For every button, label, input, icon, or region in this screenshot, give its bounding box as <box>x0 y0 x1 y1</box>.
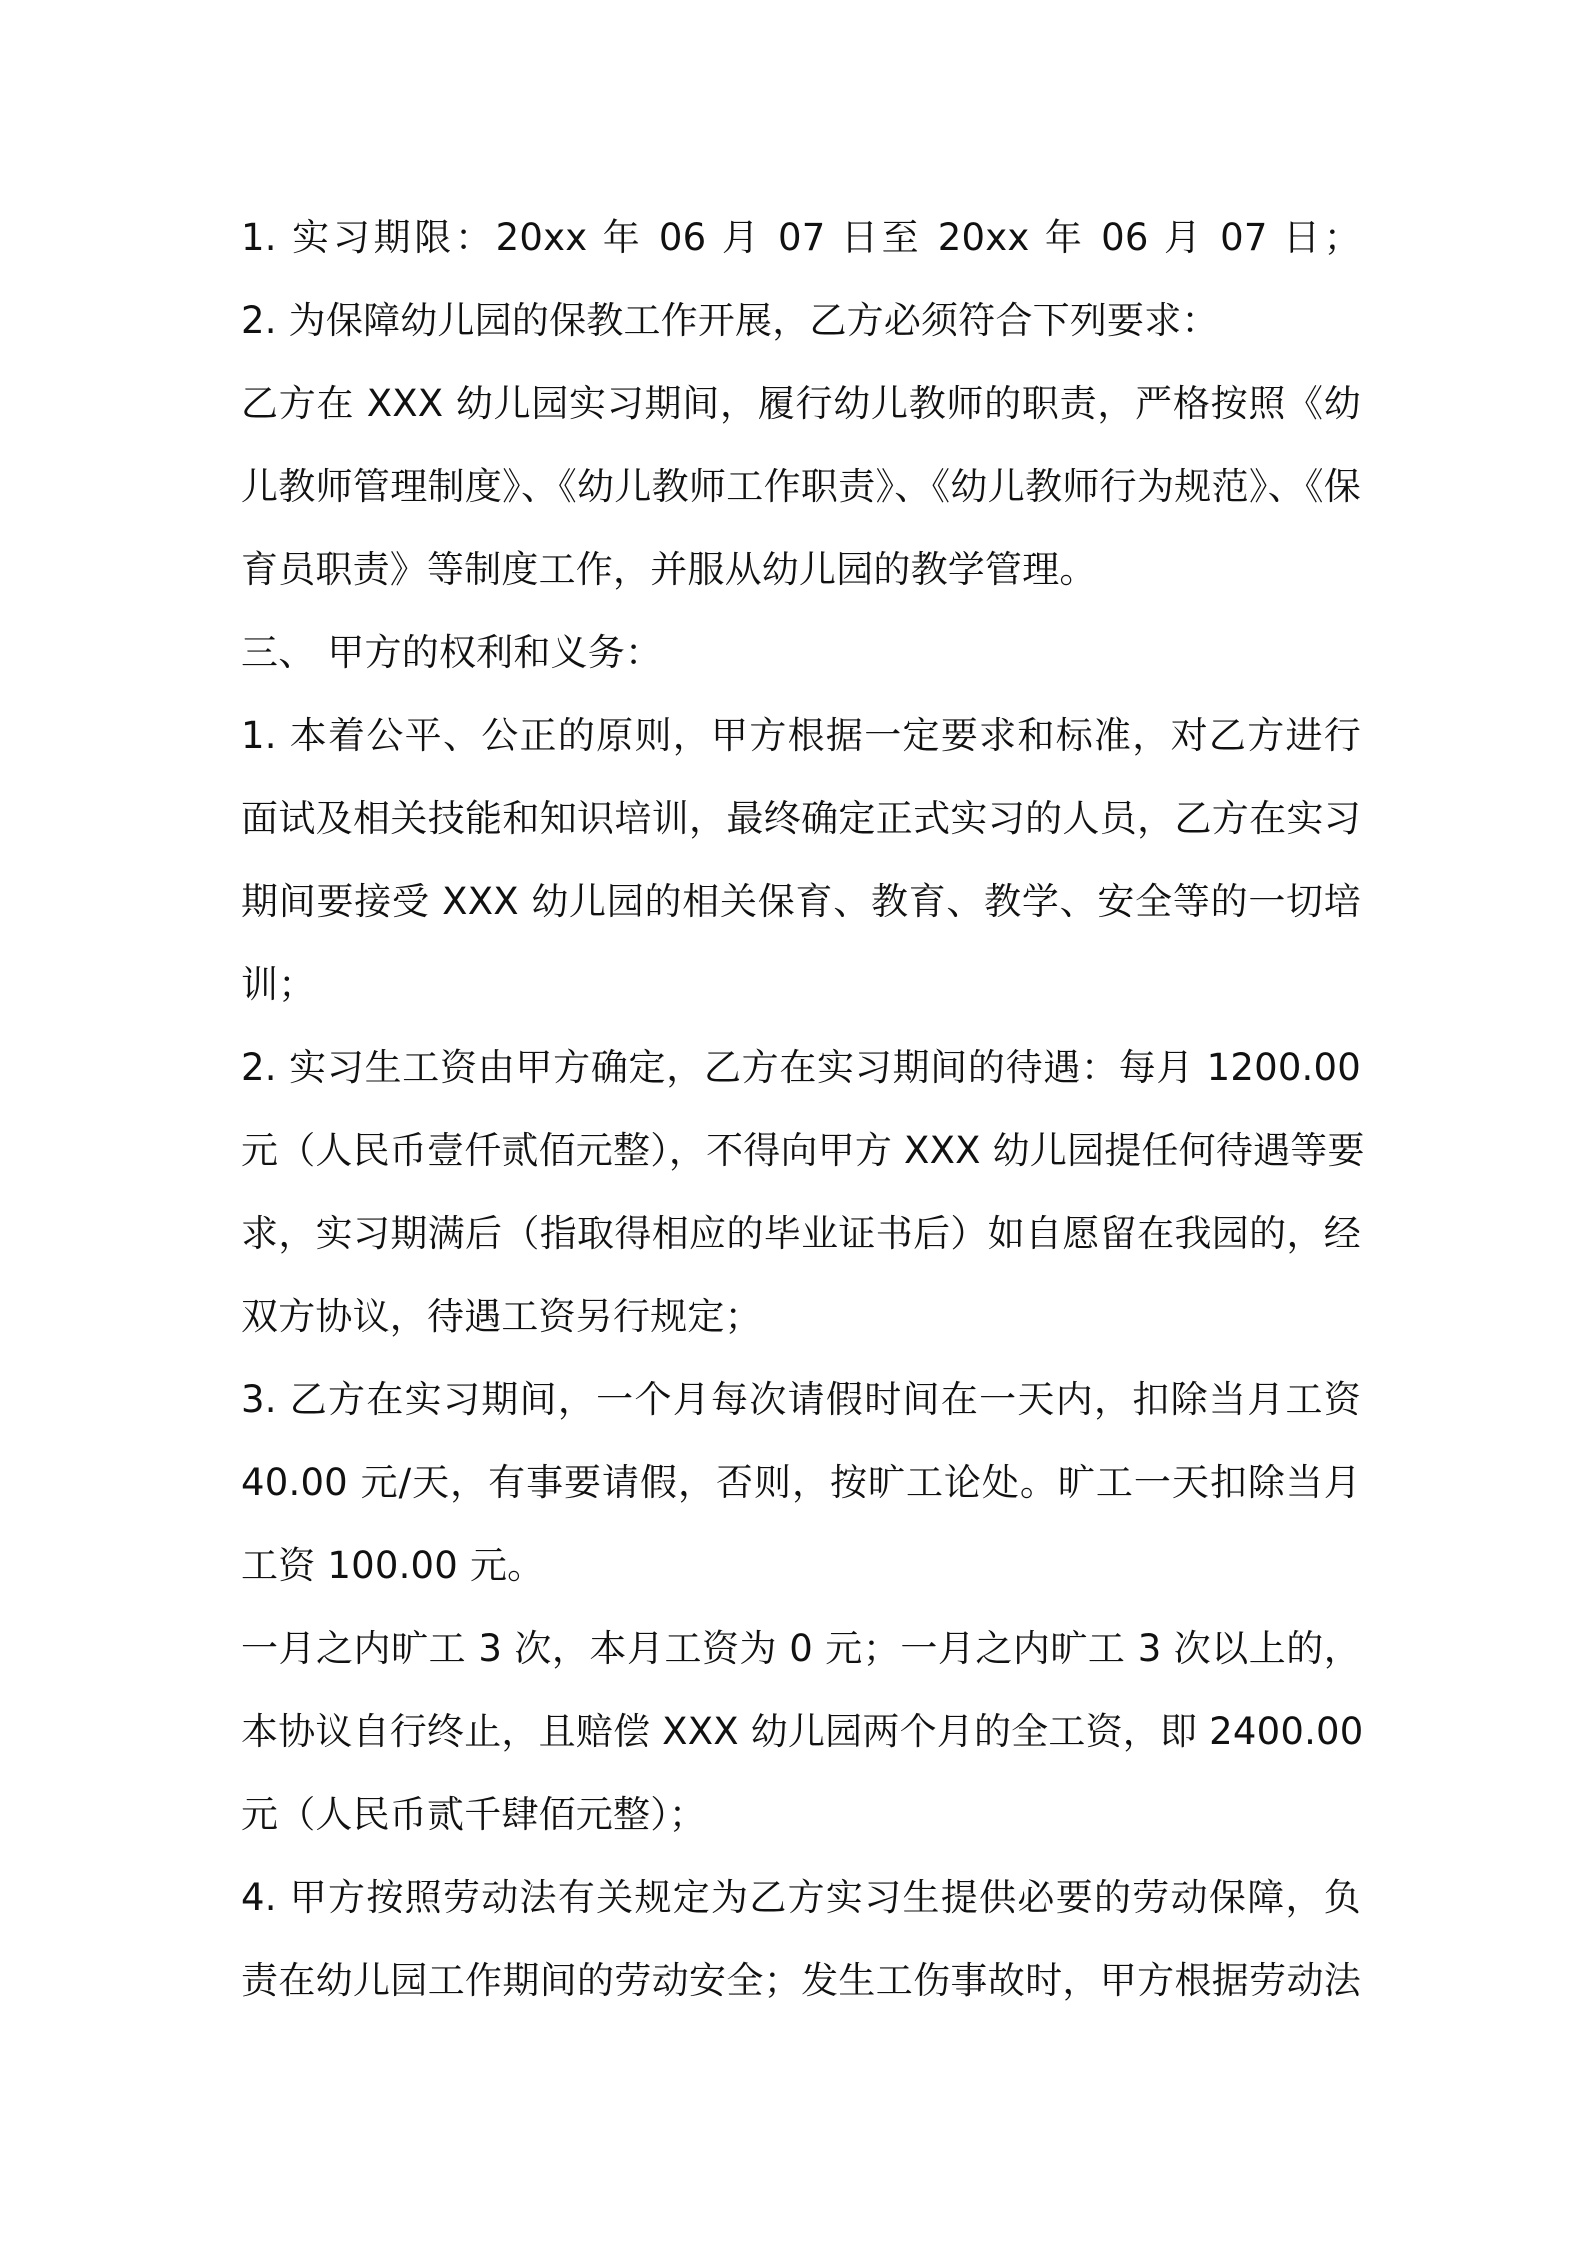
text-line: 工资 100.00 元。 <box>241 1544 545 1587</box>
text-line: 责在幼儿园工作期间的劳动安全；发生工伤事故时，甲方根据劳动法 <box>241 1959 1361 2002</box>
text-line: 一月之内旷工 3 次，本月工资为 0 元；一月之内旷工 3 次以上的， <box>241 1627 1361 1670</box>
text-line: 育员职责》等制度工作，并服从幼儿园的教学管理。 <box>241 548 1097 591</box>
text-line: 1. 实习期限：20xx 年 06 月 07 日至 20xx 年 06 月 07 日； <box>241 216 1361 259</box>
section-heading: 三、 甲方的权利和义务： <box>241 631 663 674</box>
text-line: 元（人民币壹仟贰佰元整），不得向甲方 XXX 幼儿园提任何待遇等要 <box>241 1129 1365 1172</box>
text-line: 求，实习期满后（指取得相应的毕业证书后）如自愿留在我园的，经 <box>241 1212 1361 1255</box>
text-line: 1. 本着公平、公正的原则，甲方根据一定要求和标准，对乙方进行 <box>241 714 1361 757</box>
text-line: 儿教师管理制度》、《幼儿教师工作职责》、《幼儿教师行为规范》、《保 <box>241 465 1361 508</box>
text-line: 面试及相关技能和知识培训，最终确定正式实习的人员，乙方在实习 <box>241 797 1361 840</box>
document-body <box>241 196 1365 2022</box>
text-line: 乙方在 XXX 幼儿园实习期间，履行幼儿教师的职责，严格按照《幼 <box>241 382 1361 425</box>
text-line: 期间要接受 XXX 幼儿园的相关保育、教育、教学、安全等的一切培 <box>241 880 1361 923</box>
text-line: 2. 为保障幼儿园的保教工作开展，乙方必须符合下列要求： <box>241 299 1219 342</box>
text-line: 训； <box>241 963 316 1006</box>
text-line: 40.00 元/天，有事要请假，否则，按旷工论处。旷工一天扣除当月 <box>241 1461 1361 1504</box>
text-line: 4. 甲方按照劳动法有关规定为乙方实习生提供必要的劳动保障，负 <box>241 1876 1361 1919</box>
text-line: 双方协议，待遇工资另行规定； <box>241 1295 762 1338</box>
text-line: 元（人民币贰千肆佰元整）； <box>241 1793 707 1836</box>
text-line: 2. 实习生工资由甲方确定，乙方在实习期间的待遇：每月 1200.00 <box>241 1046 1361 1089</box>
text-line: 3. 乙方在实习期间，一个月每次请假时间在一天内，扣除当月工资 <box>241 1378 1361 1421</box>
text-line: 本协议自行终止，且赔偿 XXX 幼儿园两个月的全工资，即 2400.00 <box>241 1710 1364 1753</box>
